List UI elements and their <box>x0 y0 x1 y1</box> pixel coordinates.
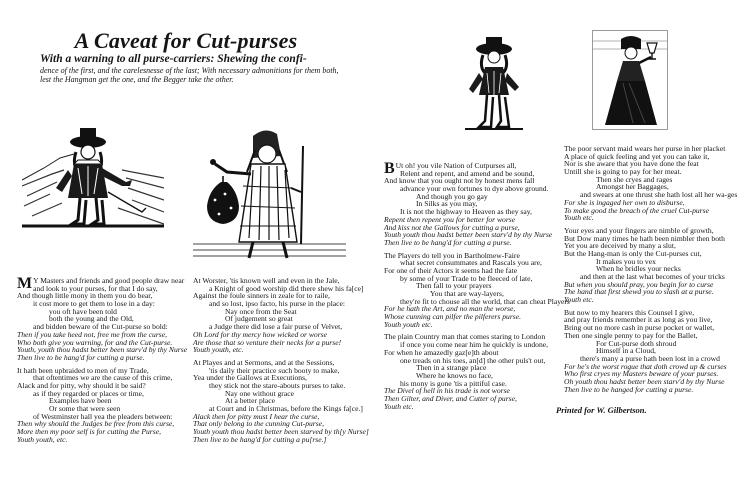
verse-line: Youth etc. <box>564 295 594 305</box>
verse-line: In Silks as you may, <box>416 199 478 209</box>
verse-line: Then in a strange place <box>416 363 487 373</box>
cavalier-illustration <box>459 33 529 133</box>
verse-line: Then she cryes and rages <box>596 174 673 184</box>
verse-line: Youth, youth thou hadst better been starv'd by thy Nurse <box>17 345 188 355</box>
verse-line: by some of your Trade to be fleeced of late, <box>400 273 533 283</box>
verse-line: For Cut-purse doth shroud <box>596 338 677 348</box>
verse-line: Are those that so venture their necks for a purse! <box>193 337 342 347</box>
verse-line: Who both give you warning, for and the Cut-purse. <box>17 337 173 347</box>
verse-line: it cost more to get them to lose in a day: <box>33 299 155 309</box>
verse-line: The Players do tell you in Bartholmew-Faire <box>384 250 520 260</box>
verse-line: Against the foule sinners in zeale for to raile, <box>193 291 330 301</box>
verse-line: For when he amazedly gaz[e]th about <box>384 347 499 357</box>
verse-line: of Westminster hall yea the pleaders between: <box>33 411 173 421</box>
verse-line: Then if you take heed not, free me from the curse, <box>17 329 168 339</box>
verse-line: The Divel of hell in his trade is not worse <box>384 386 510 396</box>
verse-line: The poor servant maid wears her purse in her placket <box>564 144 726 153</box>
verse-line: Oh Lord for thy mercy how wicked or worse <box>193 329 328 339</box>
verse-line: Of judgement so great <box>225 314 293 324</box>
verse-line: Alack and for pitty, why should it be said? <box>17 380 146 390</box>
verse-line: if once you come near him he quickly is undone, <box>400 340 549 350</box>
verse-line: Youth youth thou hadst better been starv'd by thy Nurse <box>384 230 553 240</box>
verse-line: Youth youth thou hadst better been starved by th[y Nurse] <box>193 427 369 437</box>
drop-cap-b: B <box>384 160 395 177</box>
verse-line: For he's the worst rogue that doth crowd up & curses <box>564 361 727 371</box>
verse-line: Nor is she aware that you have done the feat <box>564 159 699 169</box>
ballad-subtitle <box>40 53 340 84</box>
purse-carrier-illustration <box>193 126 346 264</box>
verse-line: To make good the breach of the cruel Cut-purse <box>564 205 709 215</box>
verse-line: Examples have been <box>49 396 112 406</box>
ballad-column-4 <box>564 145 737 393</box>
verse-line: Youth youth etc. <box>384 319 433 329</box>
verse-line: Himself in a Cloud, <box>596 346 656 356</box>
verse-line: Oh youth thou hadst better been starv'd by thy Nurse <box>564 376 725 386</box>
verse-line: When he bridles your necks <box>596 264 681 274</box>
verse-line: they're fit to chouse all the world, that can cheat Players <box>400 296 570 306</box>
verse-line: Youth etc. <box>564 213 594 223</box>
verse-line: his mony is gone 'tis a pittiful case. <box>400 378 507 388</box>
woodcut-maid-frame <box>592 30 668 130</box>
gentleman-illustration <box>22 108 164 230</box>
verse-line: That only belong to the cunning Cut-purse, <box>193 419 324 429</box>
verse-line: The plain Country man that comes staring to London <box>384 332 546 342</box>
ballad-column-3 <box>384 162 570 410</box>
verse-line: For she is ingaged her own to disburse, <box>564 197 685 207</box>
verse-line: At Playes and at Sermons, and at the Sessions, <box>193 357 335 367</box>
verse-line: advance your own fortunes to dye above ground. <box>400 184 549 194</box>
verse-line: You that are way-layers, <box>430 289 504 298</box>
verse-line: a Judge there did lose a fair purse of Velvet, <box>209 322 343 332</box>
verse-line: and look to your purses, for that I do say, <box>33 283 158 293</box>
verse-line: Whose cunning can pilfer the pilferers purse. <box>384 312 522 322</box>
verse-line: More then my poor self is for cutting the Purse, <box>17 427 161 437</box>
verse-line: Then fall to your prayers <box>416 281 492 291</box>
verse-line: Relent and repent, and amend and be sound, <box>400 168 535 178</box>
verse-line: there's many a purse hath been lost in a crowd <box>580 353 720 363</box>
woodcut-cavalier <box>459 33 529 133</box>
verse-line: Your eyes and your fingers are nimble of growth, <box>564 225 714 235</box>
ballad-column-2 <box>193 277 369 443</box>
verse-line: Amongst her Baggages, <box>596 182 669 192</box>
verse-line: It is not the highway to Heaven as they say, <box>400 207 532 217</box>
verse-line: both the young and the Old, <box>49 314 134 324</box>
verse-line: Yea under the Gallows at Executions, <box>193 373 307 383</box>
verse-line: what secret consummates and Rascals you are, <box>400 258 542 268</box>
verse-line: At a better place <box>225 396 275 406</box>
verse-line: Yet you are deceived by many a slut, <box>564 241 676 251</box>
verse-line: Alack then for pitty must I hear the curse, <box>193 411 320 421</box>
verse-line: Untill she is going to pay for her meat. <box>564 167 682 177</box>
verse-line: as if they regarded or places or time, <box>33 388 144 398</box>
verse-line: For one of their Actors it seems had the fate <box>384 265 518 275</box>
subtitle-body: dence of the first, and the carelesnesse of the last; With necessary admonitions for them both, lest the Hangman get the one, and the Begger take the other. <box>40 66 339 84</box>
verse-line: For he hath the Art, and no man the worse, <box>384 304 516 314</box>
verse-line: you oft have been told <box>49 306 117 316</box>
verse-line: Or some that were seen <box>49 404 121 413</box>
printer-imprint: Printed for W. Gilbertson. <box>556 405 647 415</box>
verse-line: But now to my hearers this Counsel I give, <box>564 307 695 317</box>
verse-line: at Court and in Christmas, before the Kings fa[ce.] <box>209 404 363 413</box>
verse-line: And though you go gay <box>416 191 488 201</box>
verse-line: Where he knows no face, <box>416 370 493 380</box>
verse-line: and bidden beware of the Cut-purse so bold: <box>33 322 168 332</box>
verse-line: The hand that first shewd you to slash at a purse. <box>564 287 714 297</box>
ballad-column-1 <box>17 277 187 443</box>
verse-line: And know that you ought not by honest mens fall <box>384 176 535 186</box>
verse-line: But the Hang-man is only the Cut-purses cut, <box>564 248 702 258</box>
verse-line: Then live to be hanged for cutting a purse. <box>564 384 694 394</box>
verse-line: Then why should the Judges be free from this curse, <box>17 419 175 429</box>
verse-line: a Knight of good worship did there shew his fa[ce] <box>209 283 364 293</box>
verse-line: Then Gilter, and Diver, and Cutter of purse, <box>384 393 517 403</box>
verse-line: Ut oh! you vile Nation of Cutpurses all, <box>395 161 517 170</box>
verse-line: But Dow many times he hath been nimbler then both <box>564 233 725 243</box>
verse-line: A place of quick feeling and yet you can take it, <box>564 151 710 161</box>
verse-line: Youth youth, etc. <box>17 434 68 444</box>
verse-line: Bring out no more cash in purse pocket or wallet, <box>564 323 715 333</box>
verse-line: Y Masters and friends and good people draw near <box>33 276 185 285</box>
subtitle-line: With a warning to all purse-carriers: Shewing the confi- <box>40 53 307 65</box>
woodcut-gentleman <box>22 108 164 230</box>
verse-line: And though little mony in them you do bear, <box>17 291 153 301</box>
verse-line: It hath been upbraided to men of my Trade, <box>17 365 149 375</box>
verse-line: At Worster, 'tis known well and even in the Jale, <box>193 276 340 285</box>
ballad-title: A Caveat for Cut-purses <box>74 28 298 53</box>
verse-line: one treads on his toes, an[d] the other puls't out, <box>400 355 546 365</box>
verse-line: And kiss not the Gallows for cutting a purse, <box>384 222 520 232</box>
verse-line: 'tis daily their practice such booty to make, <box>209 365 340 375</box>
verse-line: But when you should pray, you begin for to curse <box>564 279 714 289</box>
verse-line: Then one single penny to pay for the Ballet, <box>564 330 698 340</box>
verse-line: Then live to be hang'd for cutting a purse. <box>17 352 145 362</box>
drop-cap-m: M <box>17 275 33 292</box>
verse-line: Nay once from the Seat <box>225 306 297 316</box>
verse-line: Then live to be hang'd for cutting a purse. <box>384 237 512 247</box>
verse-line: Youth youth, etc. <box>193 345 244 355</box>
verse-line: and then at the last what becomes of your tricks <box>580 272 725 281</box>
verse-line: and swears at one thrust she hath lost all her wa-ges <box>580 190 738 200</box>
verse-line: It makes you to vex <box>596 256 656 266</box>
verse-line: Youth etc. <box>384 401 414 411</box>
verse-line: Nay one without grace <box>225 388 294 398</box>
verse-line: and so lost, ipso facto, his purse in the place: <box>209 299 346 309</box>
verse-line: they stick not the stare-abouts purses to take. <box>209 380 346 390</box>
verse-line: and pray friends remember it as long as you live, <box>564 315 713 325</box>
verse-line: that oftentimes we are the cause of this crime, <box>33 373 173 383</box>
verse-line: Then live to be hang'd for cutting a pu[rse.] <box>193 434 327 444</box>
verse-line: Repent then repent you for better for worse <box>384 214 516 224</box>
verse-line: Who first cryes my Masters beware of your purses. <box>564 369 719 379</box>
woodcut-purse-carrier <box>193 126 346 264</box>
maid-illustration <box>593 31 667 129</box>
